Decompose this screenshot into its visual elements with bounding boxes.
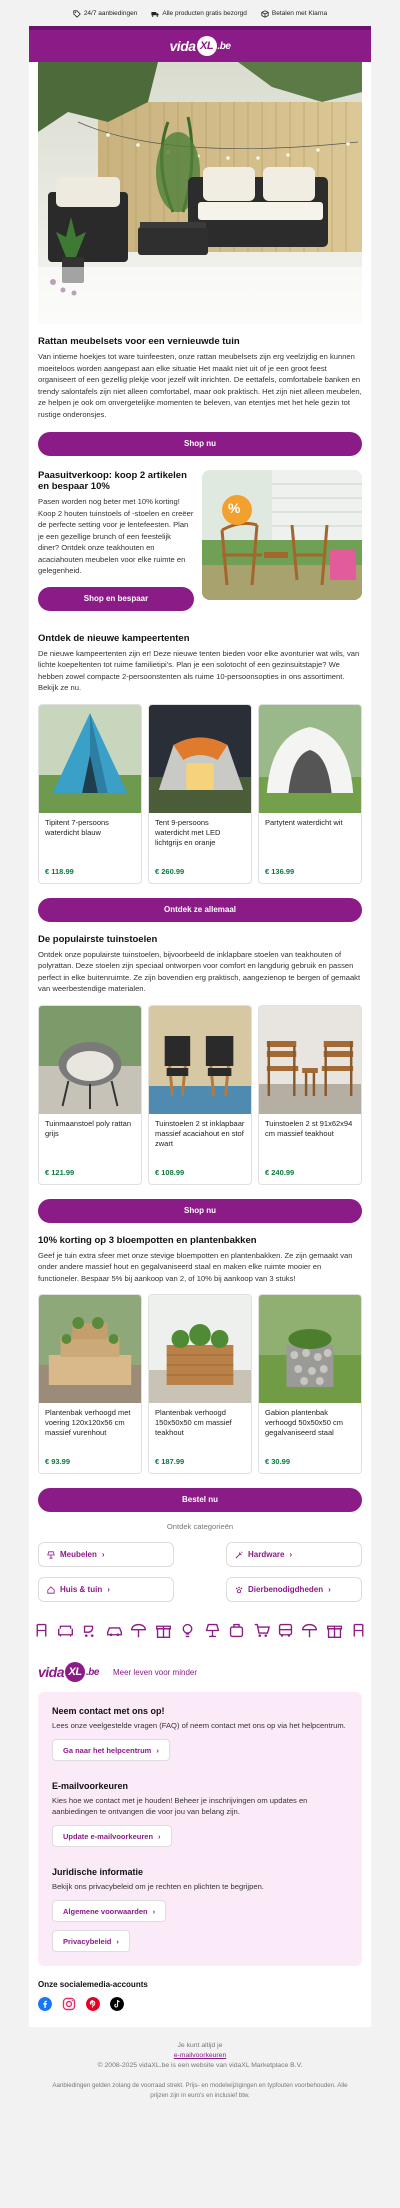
brand-logo[interactable] [170, 36, 231, 56]
usp-klarna-label: Betalen met Klarna [271, 9, 328, 17]
product-name: Plantenbak verhoogd 150x50x50 cm massief teakhout [155, 1408, 232, 1437]
category-furniture[interactable] [38, 1542, 174, 1567]
category-label: Dierbenodigdheden [248, 1585, 324, 1594]
product-image-teak-chairs[interactable] [259, 1006, 361, 1114]
chevron-right-icon: › [107, 1585, 110, 1594]
product-image-tipi-tent[interactable] [39, 705, 141, 813]
lamp-icon [204, 1622, 221, 1639]
product-image-moon-chair[interactable] [39, 1006, 141, 1114]
footer-info-box [38, 1692, 362, 1966]
rattan-shop-button[interactable]: Shop nu [38, 432, 362, 456]
logo-xl-badge: XL [197, 36, 217, 56]
category-hardware[interactable] [226, 1542, 362, 1567]
product-card[interactable] [258, 1005, 362, 1185]
email-container [29, 26, 371, 2113]
privacy-button[interactable] [52, 1930, 130, 1952]
chevron-right-icon: › [101, 1550, 105, 1559]
instagram-icon[interactable] [62, 1997, 76, 2011]
categories-title: Ontdek categorieën [166, 1522, 234, 1531]
product-price: € 136.99 [265, 866, 295, 876]
product-price: € 187.99 [155, 1457, 185, 1466]
usp-offers [73, 10, 138, 17]
tag-icon [73, 10, 81, 17]
product-price: € 108.99 [155, 1167, 185, 1177]
easter-promo-text-col [38, 470, 194, 621]
disclaimer: Aanbiedingen gelden zolang de voorraad strekt. Prijs- en modelwijzigingen en typfouten voorbehouden. Alle prijzen zijn in euro's en inclusief btw. [52, 2082, 348, 2099]
truck-icon [151, 10, 159, 17]
planters-product-row [38, 1294, 362, 1474]
product-card[interactable] [258, 704, 362, 884]
footer-brand [38, 1644, 362, 1692]
product-name: Tuinmaanstoel poly rattan grijs [45, 1118, 132, 1138]
product-name: Gabion plantenbak verhoogd 50x50x50 cm gegalvaniseerd staal [265, 1408, 343, 1437]
tents-product-row [38, 704, 362, 884]
chevron-right-icon: › [116, 1936, 119, 1946]
easter-promo-image[interactable] [202, 470, 362, 600]
socials-title: Onze socialemedia-accounts [38, 1980, 148, 1989]
product-name: Tent 9-persoons waterdicht met LED lichtgrijs en oranje [155, 817, 221, 847]
car-icon [106, 1622, 123, 1639]
chevron-right-icon: › [152, 1906, 156, 1916]
stroller-icon [82, 1622, 99, 1639]
tents-title: Ontdek de nieuwe kampeertenten [38, 632, 190, 644]
gift-icon [326, 1622, 343, 1639]
unsubscribe-text: Je kunt altijd je [177, 2042, 223, 2049]
pinterest-icon[interactable] [86, 1997, 100, 2011]
helpcenter-button[interactable] [52, 1739, 170, 1761]
legal-text: Bekijk ons privacybeleid om je rechten en plichten te begrijpen. [52, 1882, 264, 1891]
legal-title: Juridische informatie [52, 1867, 144, 1877]
logo-domain: .be [217, 40, 231, 52]
planters-text: Geef je tuin extra sfeer met onze stevige bloempotten en plantenbakken. Ze zijn gemaakt van onder andere massief hout en gegalvaniseerd staal en maken elke ruimte mooier en functioneler. Bespaar 5% bij aankoop van 2, of 10% bij aankoop van 3 stuks! [38, 1250, 353, 1283]
category-pet-supplies[interactable] [226, 1577, 362, 1602]
product-card[interactable] [148, 1005, 252, 1185]
chevron-right-icon: › [158, 1831, 161, 1841]
logo-text-vida: vida [169, 38, 196, 54]
product-name: Tuinstoelen 2 st 91x62x94 cm massief teakhout [265, 1118, 353, 1138]
easter-promo-text: Pasen worden nog beter met 10% korting! Koop 2 houten tuinstoels of -stoelen en creëer de perfecte setting voor je lentefeesten. Plan je een gezellige brunch of een feestelijk diner? Ontdek onze teakhouten en acaciahouten meubelen voor elke ruimte en gelegenheid. [38, 497, 194, 575]
chevron-right-icon: › [328, 1585, 331, 1594]
product-name: Plantenbak verhoogd met voering 120x120x56 cm massief vurenhout [45, 1408, 131, 1437]
tents-discover-button[interactable]: Ontdek ze allemaal [38, 898, 362, 922]
easter-promo-button[interactable]: Shop en bespaar [38, 587, 194, 611]
main-content [29, 62, 371, 2113]
house-icon [47, 1586, 55, 1593]
facebook-icon[interactable] [38, 1997, 52, 2011]
usp-klarna [261, 10, 327, 17]
chair-icon [350, 1622, 367, 1639]
category-label: Hardware [248, 1550, 285, 1559]
contact-title: Neem contact met ons op! [52, 1706, 165, 1716]
bulb-icon [179, 1622, 196, 1639]
copyright: © 2008-2025 vidaXL.be is een website van vidaXL Marketplace B.V. [97, 2062, 303, 2069]
product-card[interactable] [258, 1294, 362, 1474]
cart-icon [253, 1622, 270, 1639]
chairs-text: Ontdek onze populairste tuinstoelen, bijvoorbeeld de inklapbare stoelen van teakhouten of polyrattan. Deze stoelen zijn speciaal ontworpen voor comfort en langdurig gebruik en passen perfect in elke buitenruimte. Ze zijn bovendien erg praktisch, aangezienop te bergen of gemaakt van weerbestendige materialen. [38, 949, 361, 993]
terms-button[interactable] [52, 1900, 166, 1922]
social-media [38, 1966, 362, 2027]
lamp-icon [47, 1551, 55, 1558]
discount-badge: % [228, 500, 241, 516]
parasol-icon [301, 1622, 318, 1639]
privacy-label: Privacybeleid [63, 1936, 112, 1946]
product-card[interactable] [148, 704, 252, 884]
usp-offers-label: 24/7 aanbiedingen [83, 9, 138, 17]
usp-delivery [151, 10, 247, 17]
tiktok-icon[interactable] [110, 1997, 124, 2011]
product-image-folding-chairs[interactable] [149, 1006, 251, 1114]
helpcenter-button-label: Ga naar het helpcentrum [63, 1745, 152, 1755]
sofa-icon [57, 1622, 74, 1639]
easter-promo-block [38, 470, 362, 621]
product-image-family-tent[interactable] [149, 705, 251, 813]
parasol-icon [130, 1622, 147, 1639]
email-prefs-link[interactable]: e-mailvoorkeuren [173, 2052, 227, 2059]
product-price: € 121.99 [45, 1167, 75, 1177]
product-name: Tuinstoelen 2 st inklapbaar massief acaciahout en stof zwart [155, 1118, 245, 1148]
rattan-text: Van intieme hoekjes tot ware tuinfeesten, onze rattan meubelsets zijn erg veelzijdig en kunnen moeiteloos worden aangepast aan elke situatie Het maakt niet uit of je een groot feest organiseert of een gezellig plekje voor jezelf wilt inrichten. De eettafels, comfortabele banken en trendy salontafels zijn niet alleen comfortabel, maar ook praktisch. Het zijn niet alleen meubelen, ze helpen je ook om onvergetelijke momenten te beleven, van etentjes met het hele gezin tot rustige onderonsjes. [38, 352, 362, 419]
chairs-product-row [38, 1005, 362, 1185]
terms-label: Algemene voorwaarden [63, 1906, 148, 1916]
product-image-party-tent[interactable] [259, 705, 361, 813]
bus-icon [277, 1622, 294, 1639]
top-usp-bar [0, 0, 400, 26]
logo-domain: .be [86, 1666, 99, 1678]
category-home-garden[interactable] [38, 1577, 174, 1602]
hero-image-rattan-set[interactable] [38, 62, 362, 324]
product-name: Tipitent 7-persoons waterdicht blauw [45, 817, 109, 837]
logo-text-vida: vida [38, 1664, 65, 1680]
chair-icon [33, 1622, 50, 1639]
brand-tagline: Meer leven voor minder [112, 1667, 198, 1677]
product-price: € 240.99 [265, 1167, 295, 1177]
usp-delivery-label: Alle producten gratis bezorgd [162, 9, 247, 17]
category-label: Meubelen [60, 1550, 97, 1559]
box-icon [261, 10, 269, 17]
logo-xl-badge: XL [65, 1662, 85, 1682]
product-card[interactable] [148, 1294, 252, 1474]
easter-promo-title: Paasuitverkoop: koop 2 artikelen en bespaar 10% [38, 470, 187, 492]
product-card[interactable] [38, 1294, 142, 1474]
planters-title: 10% korting op 3 bloempotten en plantenbakken [38, 1234, 257, 1246]
update-email-prefs-button[interactable] [52, 1825, 172, 1847]
product-name: Partytent waterdicht wit [265, 817, 343, 827]
product-price: € 118.99 [45, 866, 74, 876]
gift-icon [155, 1622, 172, 1639]
social-icons-row [38, 1997, 362, 2011]
product-card[interactable] [38, 1005, 142, 1185]
product-price: € 93.99 [45, 1457, 71, 1466]
tents-text: De nieuwe kampeertenten zijn er! Deze nieuwe tenten bieden voor elke avonturier wat wils, van lichte koepeltenten tot ruime familietipi's. Plan je een solotocht of een gezinsuitstapje? We hebben zowel compacte 2-persoonstenten als ruime 10-persoonsopties in ons assortiment. Bekijk ze nu. [38, 648, 360, 692]
tools-icon [235, 1551, 243, 1558]
footer-logo[interactable] [38, 1662, 99, 1682]
legal-footer [29, 2027, 371, 2113]
product-image-raised-bed-wood[interactable] [39, 1295, 141, 1403]
product-card[interactable] [38, 704, 142, 884]
decorative-icon-row [29, 1616, 371, 1644]
product-price: € 30.99 [265, 1457, 291, 1466]
update-email-prefs-label: Update e-mailvoorkeuren [63, 1831, 154, 1841]
chevron-right-icon: › [289, 1550, 293, 1559]
chevron-right-icon: › [156, 1745, 159, 1755]
product-price: € 260.99 [155, 866, 185, 876]
email-prefs-title: E-mailvoorkeuren [52, 1781, 129, 1791]
contact-text: Lees onze veelgestelde vragen (FAQ) of neem contact met ons op via het helpcentrum. [52, 1721, 346, 1730]
product-image-gabion-planter[interactable] [259, 1295, 361, 1403]
email-prefs-text: Kies hoe we contact met je houden! Beheer je inschrijvingen om updates en aanbiedingen te ontvangen die voor jou van belang zijn. [52, 1796, 308, 1816]
chairs-shop-button[interactable]: Shop nu [38, 1199, 362, 1223]
planters-order-button[interactable]: Bestel nu [38, 1488, 362, 1512]
categories-grid [38, 1542, 362, 1602]
header [29, 26, 371, 62]
pet-carrier-icon [228, 1622, 245, 1639]
chairs-title: De populairste tuinstoelen [38, 933, 158, 945]
product-image-teak-planter[interactable] [149, 1295, 251, 1403]
category-label: Huis & tuin [60, 1585, 103, 1594]
paw-icon [235, 1586, 243, 1593]
rattan-title: Rattan meubelsets voor een vernieuwde tuin [38, 336, 240, 347]
